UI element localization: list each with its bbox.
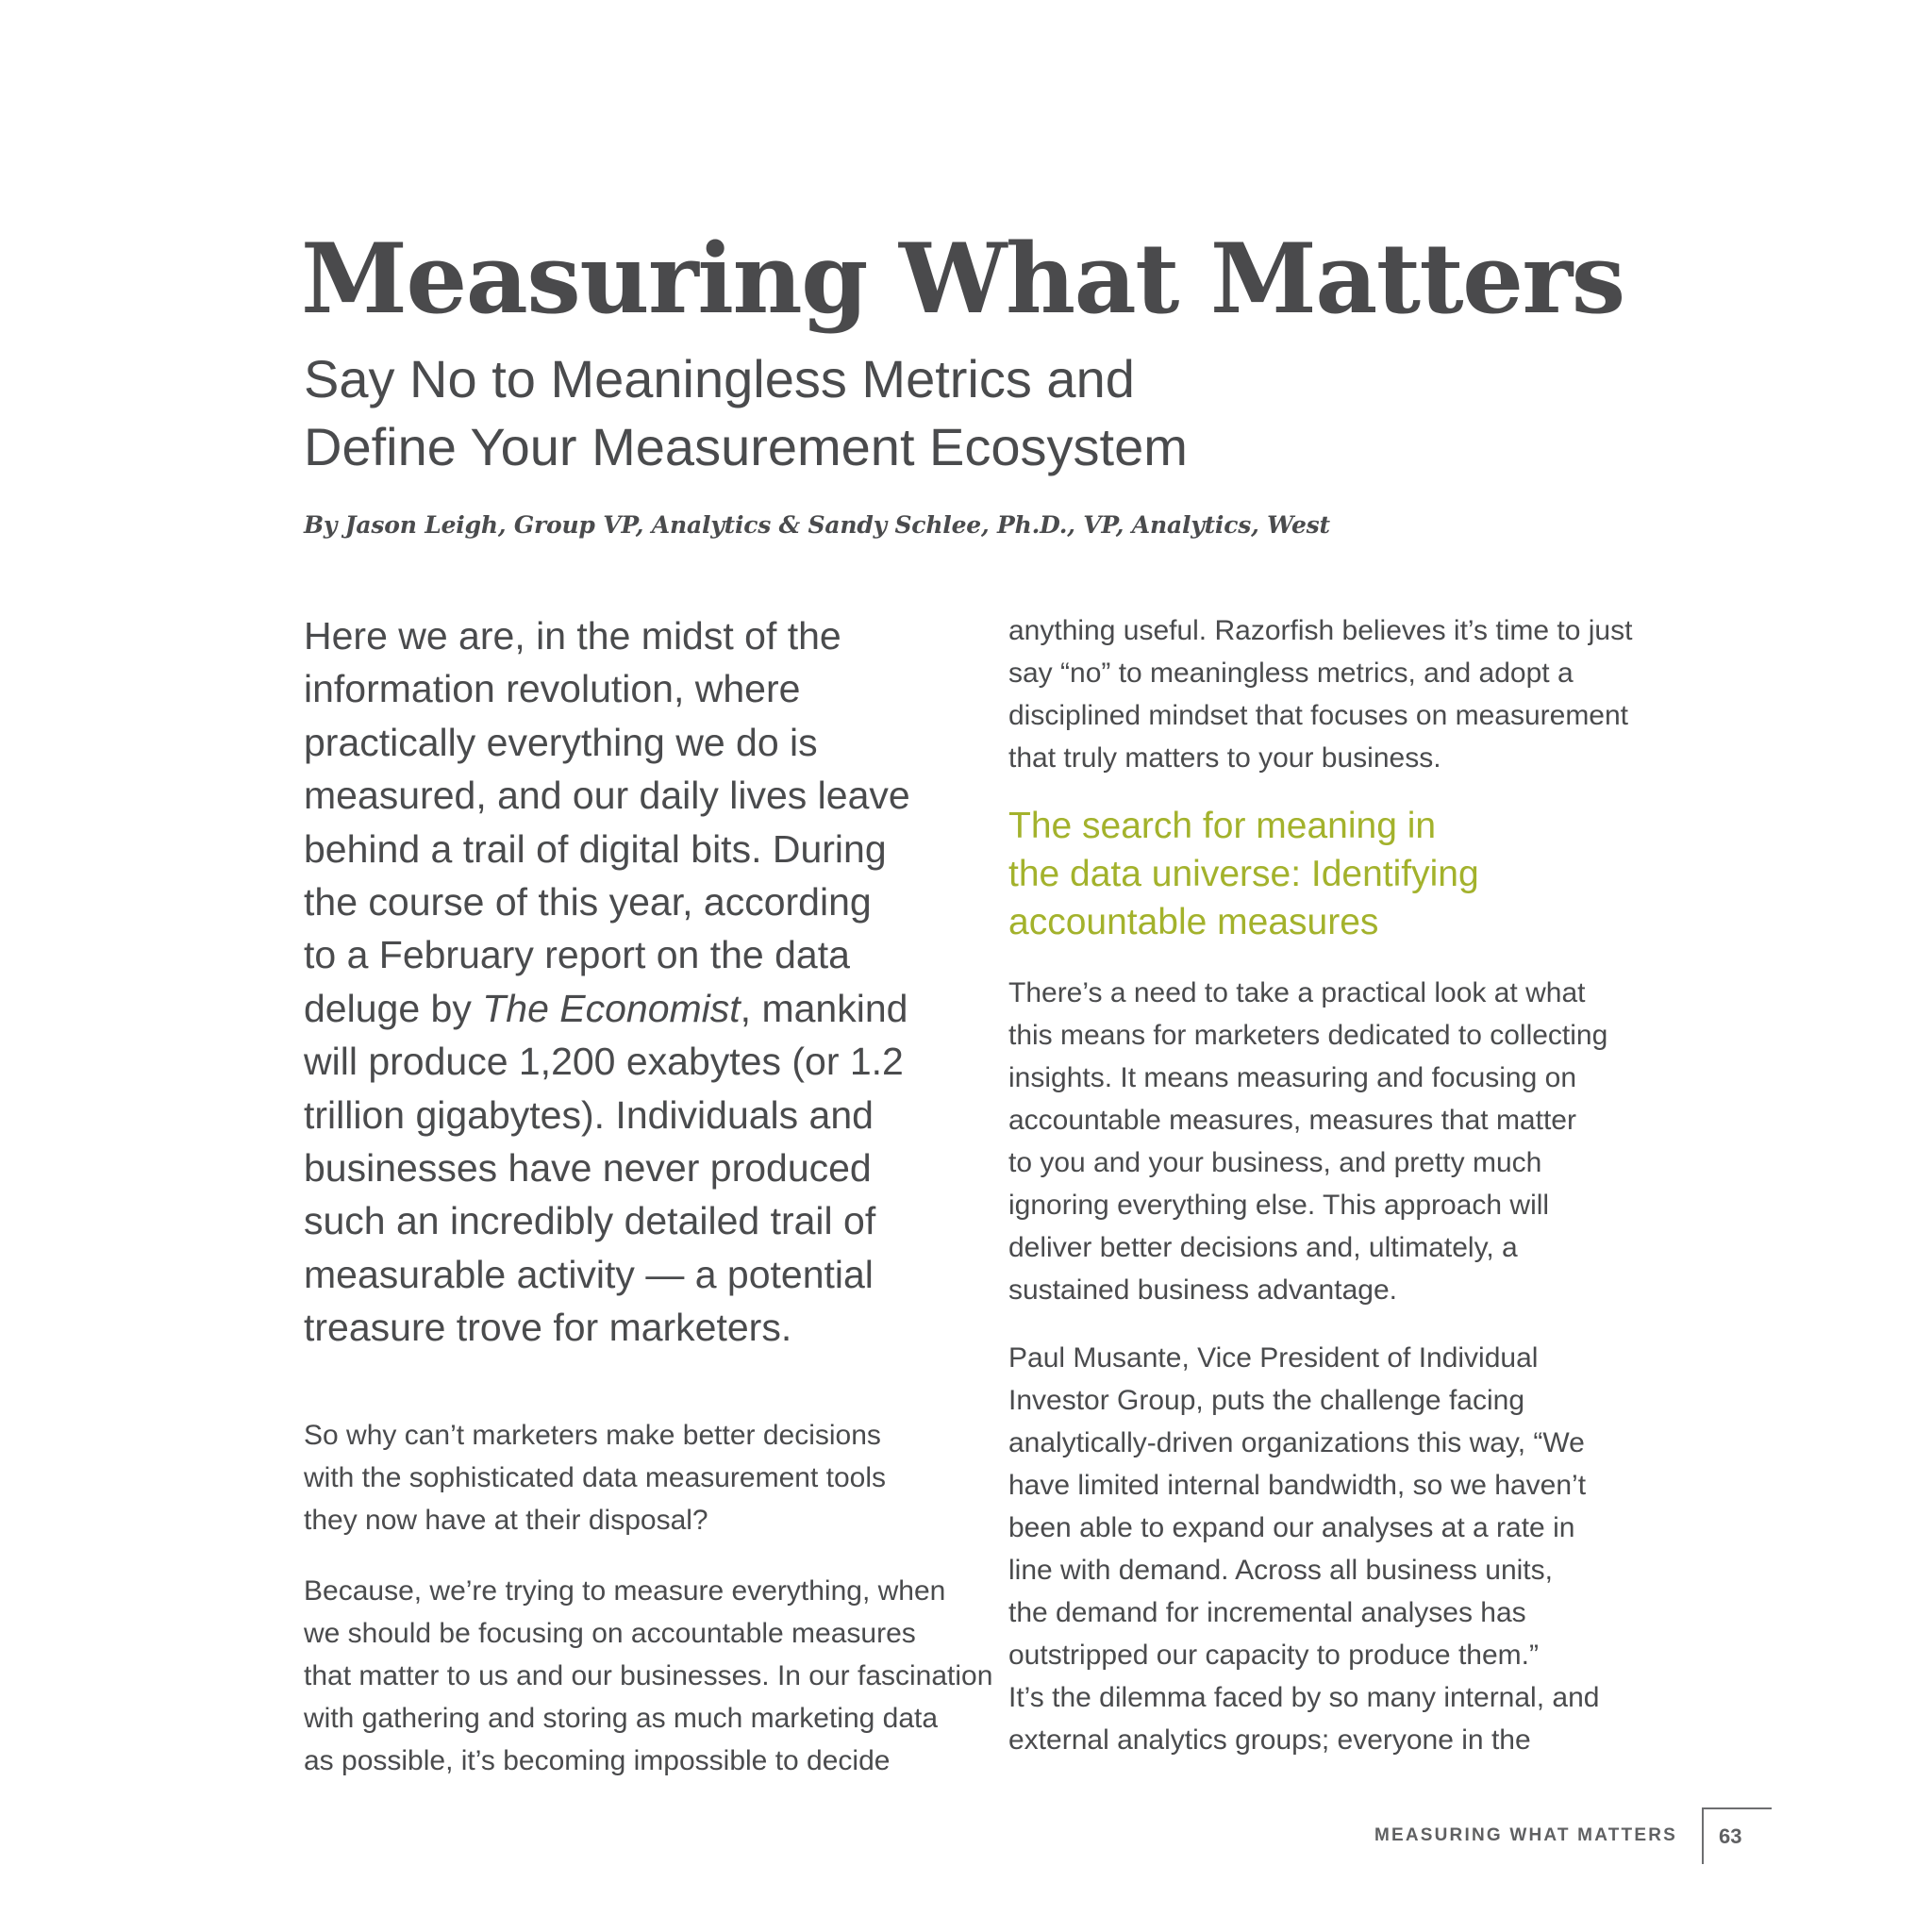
- body-line: sustained business advantage.: [1008, 1274, 1397, 1306]
- body-paragraph: [1008, 1337, 1669, 1761]
- body-line: line with demand. Across all business units,: [1008, 1555, 1553, 1586]
- body-line: as possible, it’s becoming impossible to decide: [304, 1744, 891, 1776]
- body-line: that truly matters to your business.: [1008, 742, 1441, 774]
- body-line: insights. It means measuring and focusing on: [1008, 1062, 1577, 1093]
- body-line: deliver better decisions and, ultimately, a: [1008, 1232, 1518, 1263]
- lead-line: practically everything we do is: [304, 720, 818, 764]
- body-paragraph: [1008, 609, 1669, 779]
- body-paragraph: [1008, 972, 1669, 1311]
- body-line: say “no” to meaningless metrics, and adopt a: [1008, 658, 1574, 689]
- lead-paragraph: [304, 609, 964, 1355]
- body-line: they now have at their disposal?: [304, 1504, 708, 1536]
- body-line: It’s the dilemma faced by so many internal, and: [1008, 1682, 1600, 1713]
- lead-line: will produce 1,200 exabytes (or 1.2: [304, 1040, 904, 1084]
- body-line: anything useful. Razorfish believes it’s time to just: [1008, 615, 1633, 646]
- body-line: to you and your business, and pretty much: [1008, 1147, 1542, 1178]
- body-line: that matter to us and our businesses. In our fascination: [304, 1659, 993, 1691]
- lead-line: measured, and our daily lives leave: [304, 774, 910, 818]
- body-paragraph: [304, 1414, 964, 1541]
- lead-line: measurable activity — a potential: [304, 1252, 874, 1296]
- lead-line: treasure trove for marketers.: [304, 1306, 792, 1350]
- section-subhead: [1008, 802, 1669, 946]
- body-line: analytically-driven organizations this way, “We: [1008, 1427, 1585, 1458]
- article-byline: By Jason Leigh, Group VP, Analytics & Sandy Schlee, Ph.D., VP, Analytics, West: [304, 511, 1330, 539]
- body-line: outstripped our capacity to produce them.”: [1008, 1640, 1539, 1671]
- body-line: this means for marketers dedicated to collecting: [1008, 1020, 1608, 1051]
- body-line: There’s a need to take a practical look at what: [1008, 977, 1586, 1008]
- body-line: ignoring everything else. This approach will: [1008, 1190, 1550, 1221]
- body-line: we should be focusing on accountable measures: [304, 1617, 916, 1649]
- body-line: with gathering and storing as much marketing data: [304, 1702, 939, 1734]
- subhead-line: The search for meaning in: [1008, 806, 1437, 846]
- lead-line: businesses have never produced: [304, 1146, 872, 1191]
- publication-name: The Economist: [482, 986, 741, 1030]
- body-line: accountable measures, measures that matter: [1008, 1105, 1576, 1136]
- lead-line: [304, 982, 964, 1035]
- body-line: Because, we’re trying to measure everything, when: [304, 1574, 946, 1607]
- subhead-line: the data universe: Identifying: [1008, 854, 1479, 894]
- lead-line-text: deluge by: [304, 986, 483, 1030]
- body-line: disciplined mindset that focuses on measurement: [1008, 700, 1629, 731]
- lead-line-text: , mankind: [740, 986, 908, 1030]
- lead-line: behind a trail of digital bits. During: [304, 826, 887, 871]
- body-line: the demand for incremental analyses has: [1008, 1597, 1526, 1628]
- subtitle-line: Say No to Meaningless Metrics and: [304, 349, 1135, 408]
- lead-line: Here we are, in the midst of the: [304, 614, 841, 658]
- lead-line: trillion gigabytes). Individuals and: [304, 1092, 874, 1137]
- article-title: Measuring What Matters: [301, 223, 1624, 336]
- page-number: 63: [1702, 1807, 1772, 1864]
- body-line: So why can’t marketers make better decisions: [304, 1419, 881, 1451]
- lead-line: such an incredibly detailed trail of: [304, 1199, 876, 1243]
- body-line: Investor Group, puts the challenge facing: [1008, 1385, 1525, 1416]
- footer-section-label: MEASURING WHAT MATTERS: [1374, 1825, 1677, 1845]
- body-line: have limited internal bandwidth, so we haven’t: [1008, 1470, 1587, 1501]
- page-footer: [1374, 1807, 1772, 1864]
- body-line: with the sophisticated data measurement tools: [304, 1461, 887, 1493]
- body-line: been able to expand our analyses at a rate in: [1008, 1512, 1575, 1543]
- body-line: external analytics groups; everyone in the: [1008, 1724, 1531, 1756]
- article-subtitle: [304, 345, 1188, 481]
- right-column: [1008, 609, 1669, 1761]
- subhead-line: accountable measures: [1008, 902, 1379, 942]
- body-line: Paul Musante, Vice President of Individual: [1008, 1342, 1539, 1374]
- left-column: [304, 609, 993, 1782]
- lead-line: information revolution, where: [304, 667, 801, 711]
- body-paragraph: [304, 1570, 993, 1782]
- lead-line: the course of this year, according: [304, 880, 872, 924]
- lead-line: to a February report on the data: [304, 933, 850, 977]
- subtitle-line: Define Your Measurement Ecosystem: [304, 417, 1188, 476]
